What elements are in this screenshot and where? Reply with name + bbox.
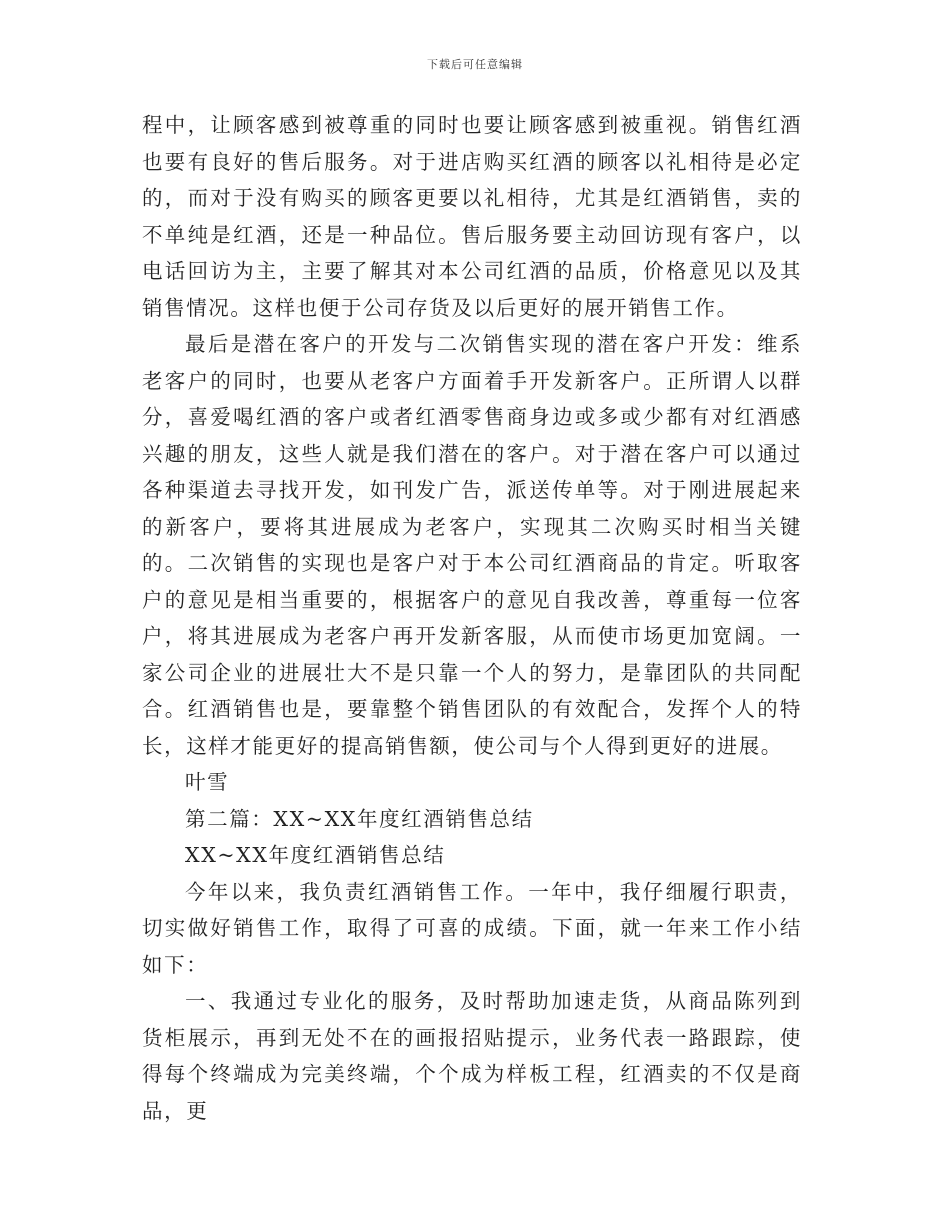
paragraph-potential-customers: 最后是潜在客户的开发与二次销售实现的潜在客户开发：维系老客户的同时，也要从老客户方面着手开发新客户。正所谓人以群分，喜爱喝红酒的客户或者红酒零售商身边或多或少都有对红酒感兴趣的朋友，这些人就是我们潜在的客户。对于潜在客户可以通过各种渠道去寻找开发，如刊发广告，派送传单等。对于刚进展起来的新客户，要将其进展成为老客户，实现其二次购买时相当关键的。二次销售的实现也是客户对于本公司红酒商品的肯定。听取客户的意见是相当重要的，根据客户的意见自我改善，尊重每一位客户，将其进展成为老客户再开发新客服，从而使市场更加宽阔。一家公司企业的进展壮大不是只靠一个人的努力，是靠团队的共同配合。红酒销售也是，要靠整个销售团队的有效配合，发挥个人的特长，这样才能更好的提高销售额，使公司与个人得到更好的进展。 [142,332,802,758]
paragraph-intro: 今年以来，我负责红酒销售工作。一年中，我仔细履行职责，切实做好销售工作，取得了可喜的成绩。下面，就一年来工作小结如下： [142,879,802,977]
page-header: 下载后可任意编辑 [427,58,523,71]
document-body [142,107,802,1129]
section-heading: 第二篇：XX~XX年度红酒销售总结 [185,806,534,831]
author-name: 叶雪 [185,770,230,794]
section-subtitle: XX~XX年度红酒销售总结 [185,843,446,867]
paragraph-point-one: 一、我通过专业化的服务，及时帮助加速走货，从商品陈列到货柜展示，再到无处不在的画报招贴提示，业务代表一路跟踪，使得每个终端成为完美终端，个个成为样板工程，红酒卖的不仅是商品，更 [142,989,802,1123]
paragraph-after-sales: 程中，让顾客感到被尊重的同时也要让顾客感到被重视。销售红酒也要有良好的售后服务。对于进店购买红酒的顾客以礼相待是必定的，而对于没有购买的顾客更要以礼相待，尤其是红酒销售，卖的不单纯是红酒，还是一种品位。售后服务要主动回访现有客户，以电话回访为主，主要了解其对本公司红酒的品质，价格意见以及其销售情况。这样也便于公司存货及以后更好的展开销售工作。 [142,113,802,320]
